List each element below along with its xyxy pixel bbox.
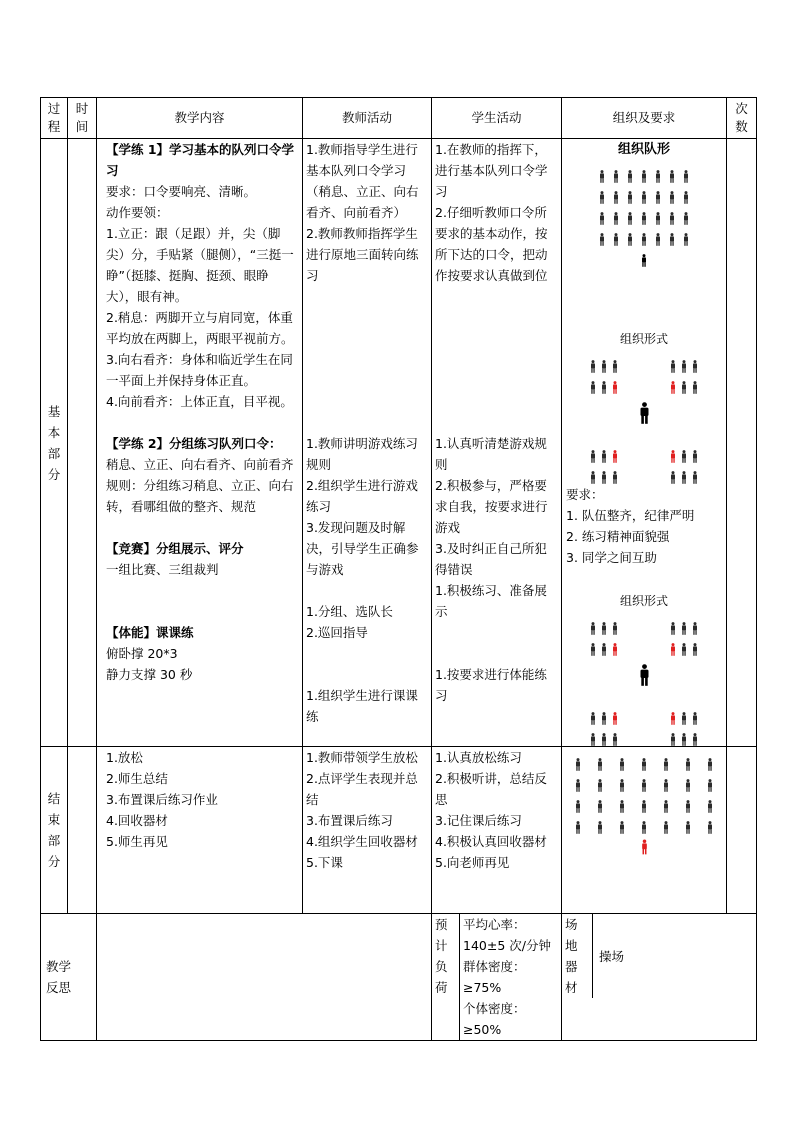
ending-student — [432, 747, 562, 914]
s4-title: 【体能】课课练 — [106, 625, 194, 640]
ending-content — [97, 747, 303, 914]
student-figure-icon — [681, 712, 687, 725]
venue-cell — [562, 914, 757, 1041]
text-line: 2.教师教师指挥学生进行原地三面转向练习 — [306, 226, 419, 283]
student-figure-icon — [670, 381, 676, 394]
student-figure-icon — [681, 622, 687, 635]
text-line: 1.在教师的指挥下，进行基本队列口令学习 — [435, 142, 548, 199]
student-figure-icon — [683, 233, 689, 246]
student-figure-icon — [641, 779, 647, 792]
text-line: 平均心率：140±5 次/分钟 — [463, 917, 551, 953]
student-figure-icon — [619, 758, 625, 771]
student-g2 — [435, 433, 558, 580]
student-figure-icon — [590, 712, 596, 725]
basic-org — [562, 139, 727, 747]
header-teacher: 教师活动 — [303, 98, 432, 139]
student-figure-icon — [597, 779, 603, 792]
student-figure-icon — [681, 381, 687, 394]
text-line: 1.积极练习、准备展示 — [435, 583, 547, 619]
s3-lines — [106, 559, 299, 580]
basic-content — [97, 139, 303, 747]
student-figure-icon — [663, 821, 669, 834]
student-figure-icon — [683, 170, 689, 183]
student-figure-icon — [627, 233, 633, 246]
student-g3 — [435, 580, 558, 622]
text-line: 群体密度：≥75% — [463, 959, 526, 995]
student-figure-icon — [627, 191, 633, 204]
text-line: 1.认真听清楚游戏规则 — [435, 436, 547, 472]
student-figure-icon — [601, 360, 607, 373]
student-figure-icon — [619, 779, 625, 792]
student-figure-icon — [641, 839, 648, 855]
text-line: 5.师生再见 — [106, 834, 168, 849]
student-figure-icon — [619, 821, 625, 834]
text-line: 5.向老师再见 — [435, 855, 510, 870]
student-figure-icon — [575, 800, 581, 813]
student-figure-icon — [670, 622, 676, 635]
student-figure-icon — [681, 471, 687, 484]
student-figure-icon — [575, 758, 581, 771]
student-figure-icon — [590, 450, 596, 463]
student-figure-icon — [681, 360, 687, 373]
student-figure-icon — [601, 622, 607, 635]
student-figure-icon — [663, 758, 669, 771]
student-figure-icon — [590, 622, 596, 635]
basic-teacher — [303, 139, 432, 747]
student-figure-icon — [685, 779, 691, 792]
text-line: 3.及时纠正自己所犯得错误 — [435, 541, 547, 577]
ending-row — [41, 747, 757, 914]
text-line: 动作要领： — [106, 205, 169, 220]
reflection-label: 教学反思 — [41, 914, 97, 1041]
text-line: 2.积极听讲，总结反思 — [435, 771, 547, 807]
text-line: 个体密度：≥50% — [463, 1001, 526, 1037]
student-figure-icon — [612, 360, 618, 373]
student-figure-icon — [663, 800, 669, 813]
org-caption-1: 组织形式 — [619, 332, 668, 346]
basic-count — [727, 139, 757, 747]
student-figure-icon — [599, 191, 605, 204]
student-figure-icon — [599, 170, 605, 183]
ending-count — [727, 747, 757, 914]
student-figure-icon — [613, 191, 619, 204]
student-figure-icon — [669, 233, 675, 246]
text-line: 一组比赛、三组裁判 — [106, 562, 219, 577]
student-figure-icon — [670, 450, 676, 463]
student-figure-icon — [641, 212, 647, 225]
student-figure-icon — [601, 643, 607, 656]
student-figure-icon — [590, 643, 596, 656]
student-figure-icon — [685, 821, 691, 834]
header-count: 次数 — [727, 98, 757, 139]
org-requirements — [562, 484, 726, 568]
student-figure-icon — [641, 254, 647, 267]
text-line: 4.回收器材 — [106, 813, 168, 828]
text-line: 2. 练习精神面貌强 — [566, 529, 670, 544]
student-figure-icon — [670, 733, 676, 746]
text-line: 1.组织学生进行课课练 — [306, 688, 418, 724]
s1-title: 【学练 1】学习基本的队列口令学习 — [106, 142, 295, 178]
footer-row — [41, 914, 757, 1041]
text-line: 1.分组、选队长 — [306, 604, 393, 619]
text-line: 5.下课 — [306, 855, 343, 870]
student-figure-icon — [681, 450, 687, 463]
student-figure-icon — [692, 381, 698, 394]
text-line: 2.师生总结 — [106, 771, 168, 786]
ending-teacher — [303, 747, 432, 914]
teacher-figure-icon — [639, 664, 650, 686]
student-figure-icon — [612, 712, 618, 725]
text-line: 1.放松 — [106, 750, 143, 765]
student-figure-icon — [641, 758, 647, 771]
formation-grid-1 — [562, 162, 726, 267]
header-row — [41, 98, 757, 139]
text-line: 俯卧撑 20*3 — [106, 646, 178, 661]
student-figure-icon — [692, 643, 698, 656]
text-line: 要求：口令要响亮、清晰。 — [106, 184, 257, 199]
student-figure-icon — [641, 233, 647, 246]
student-figure-icon — [613, 212, 619, 225]
student-figure-icon — [575, 821, 581, 834]
basic-label: 基本部分 — [41, 139, 68, 747]
load-cell — [432, 914, 562, 1041]
student-figure-icon — [590, 471, 596, 484]
student-figure-icon — [707, 800, 713, 813]
student-figure-icon — [683, 191, 689, 204]
load-label: 预计负荷 — [432, 914, 460, 1040]
student-figure-icon — [685, 758, 691, 771]
student-figure-icon — [655, 170, 661, 183]
student-figure-icon — [597, 758, 603, 771]
text-line: 4.积极认真回收器材 — [435, 834, 547, 849]
req-label: 要求： — [566, 487, 604, 502]
student-figure-icon — [612, 381, 618, 394]
basic-row — [41, 139, 757, 747]
basic-time — [68, 139, 97, 747]
text-line: 4.组织学生回收器材 — [306, 834, 418, 849]
org-caption-2: 组织形式 — [619, 594, 668, 608]
student-figure-icon — [683, 212, 689, 225]
student-figure-icon — [612, 471, 618, 484]
text-line: 3.布置课后练习作业 — [106, 792, 218, 807]
formation-grid-2 — [562, 750, 726, 855]
student-figure-icon — [692, 360, 698, 373]
header-student: 学生活动 — [432, 98, 562, 139]
student-figure-icon — [612, 733, 618, 746]
student-figure-icon — [641, 170, 647, 183]
student-figure-icon — [669, 212, 675, 225]
teacher-g3 — [306, 601, 428, 643]
text-line: 2.稍息：两脚开立与肩同宽，体重平均放在两脚上，两眼平视前方。 — [106, 310, 294, 346]
student-figure-icon — [685, 800, 691, 813]
venue-label: 场地器材 — [562, 914, 593, 998]
student-figure-icon — [692, 622, 698, 635]
org-title: 组织队形 — [617, 142, 670, 157]
reflection-value — [97, 914, 432, 1041]
text-line: 1.认真放松练习 — [435, 750, 522, 765]
student-g4 — [435, 664, 558, 706]
student-figure-icon — [707, 779, 713, 792]
text-line: 1.按要求进行体能练习 — [435, 667, 547, 703]
student-figure-icon — [669, 170, 675, 183]
text-line: 2.积极参与，严格要求自我，按要求进行游戏 — [435, 478, 548, 535]
student-figure-icon — [627, 212, 633, 225]
s1-lines — [106, 181, 299, 412]
student-figure-icon — [655, 191, 661, 204]
student-figure-icon — [601, 733, 607, 746]
text-line: 3.发现问题及时解决，引导学生正确参与游戏 — [306, 520, 419, 577]
text-line: 1. 队伍整齐，纪律严明 — [566, 508, 695, 523]
ending-org — [562, 747, 727, 914]
student-figure-icon — [681, 733, 687, 746]
student-figure-icon — [692, 712, 698, 725]
student-figure-icon — [692, 733, 698, 746]
text-line: 1.教师指导学生进行基本队列口令学习（稍息、立正、向右看齐、向前看齐） — [306, 142, 419, 220]
teacher-g1 — [306, 139, 428, 286]
student-figure-icon — [663, 779, 669, 792]
text-line: 静力支撑 30 秒 — [106, 667, 193, 682]
teacher-g2 — [306, 433, 428, 580]
student-figure-icon — [707, 758, 713, 771]
student-figure-icon — [619, 800, 625, 813]
student-figure-icon — [590, 360, 596, 373]
student-figure-icon — [599, 233, 605, 246]
student-figure-icon — [670, 360, 676, 373]
text-line: 2.组织学生进行游戏练习 — [306, 478, 418, 514]
basic-student — [432, 139, 562, 747]
text-line: 3.向右看齐：身体和临近学生在同一平面上并保持身体正直。 — [106, 352, 293, 388]
venue-value: 操场 — [599, 948, 625, 964]
student-figure-icon — [612, 622, 618, 635]
lesson-plan-table — [40, 97, 757, 1041]
text-line: 2.点评学生表现并总结 — [306, 771, 418, 807]
student-figure-icon — [641, 821, 647, 834]
student-g1 — [435, 139, 558, 286]
header-time: 时间 — [68, 98, 97, 139]
text-line: 4.向前看齐：上体正直，目平视。 — [106, 394, 293, 409]
s2-title: 【学练 2】分组练习队列口令： — [106, 436, 282, 451]
text-line: 稍息、立正、向右看齐、向前看齐 — [106, 457, 294, 472]
student-figure-icon — [601, 712, 607, 725]
student-figure-icon — [575, 779, 581, 792]
student-figure-icon — [692, 450, 698, 463]
text-line: 2.巡回指导 — [306, 625, 368, 640]
req-list — [566, 505, 726, 568]
student-figure-icon — [599, 212, 605, 225]
student-figure-icon — [681, 643, 687, 656]
student-figure-icon — [597, 821, 603, 834]
student-figure-icon — [707, 821, 713, 834]
header-org: 组织及要求 — [562, 98, 727, 139]
student-figure-icon — [601, 381, 607, 394]
teacher-figure-icon — [639, 402, 650, 424]
student-figure-icon — [627, 170, 633, 183]
student-figure-icon — [641, 800, 647, 813]
student-figure-icon — [670, 643, 676, 656]
student-figure-icon — [655, 212, 661, 225]
teacher-g4 — [306, 685, 428, 727]
student-figure-icon — [670, 471, 676, 484]
s2-lines — [106, 454, 299, 517]
text-line: 规则：分组练习稍息、立正、向右转，看哪组做的整齐、规范 — [106, 478, 294, 514]
student-figure-icon — [670, 712, 676, 725]
student-figure-icon — [612, 450, 618, 463]
student-figure-icon — [601, 471, 607, 484]
ending-time — [68, 747, 97, 914]
text-line: 3. 同学之间互助 — [566, 550, 657, 565]
load-lines — [460, 914, 562, 1040]
ending-label: 结束部分 — [41, 747, 68, 914]
header-process: 过程 — [41, 98, 68, 139]
text-line: 1.教师讲明游戏练习规则 — [306, 436, 418, 472]
student-figure-icon — [601, 450, 607, 463]
header-content: 教学内容 — [97, 98, 303, 139]
text-line: 3.布置课后练习 — [306, 813, 393, 828]
student-figure-icon — [590, 733, 596, 746]
student-figure-icon — [655, 233, 661, 246]
student-figure-icon — [613, 170, 619, 183]
text-line: 1.教师带领学生放松 — [306, 750, 418, 765]
s4-lines — [106, 643, 299, 685]
student-figure-icon — [641, 191, 647, 204]
text-line: 3.记住课后练习 — [435, 813, 522, 828]
text-line: 2.仔细听教师口令所要求的基本动作，按所下达的口令，把动作按要求认真做到位 — [435, 205, 548, 283]
formation-groups-1 — [562, 352, 726, 484]
student-figure-icon — [597, 800, 603, 813]
text-line: 1.立正：跟（足跟）并，尖（脚尖）分，手贴紧（腿侧），“三挺一睁”（挺膝、挺胸、挺颈、眼睁大），眼有神。 — [106, 226, 294, 304]
student-figure-icon — [612, 643, 618, 656]
student-figure-icon — [590, 381, 596, 394]
s3-title: 【竞赛】分组展示、评分 — [106, 541, 244, 556]
formation-groups-2 — [562, 614, 726, 746]
student-figure-icon — [692, 471, 698, 484]
student-figure-icon — [613, 233, 619, 246]
student-figure-icon — [669, 191, 675, 204]
